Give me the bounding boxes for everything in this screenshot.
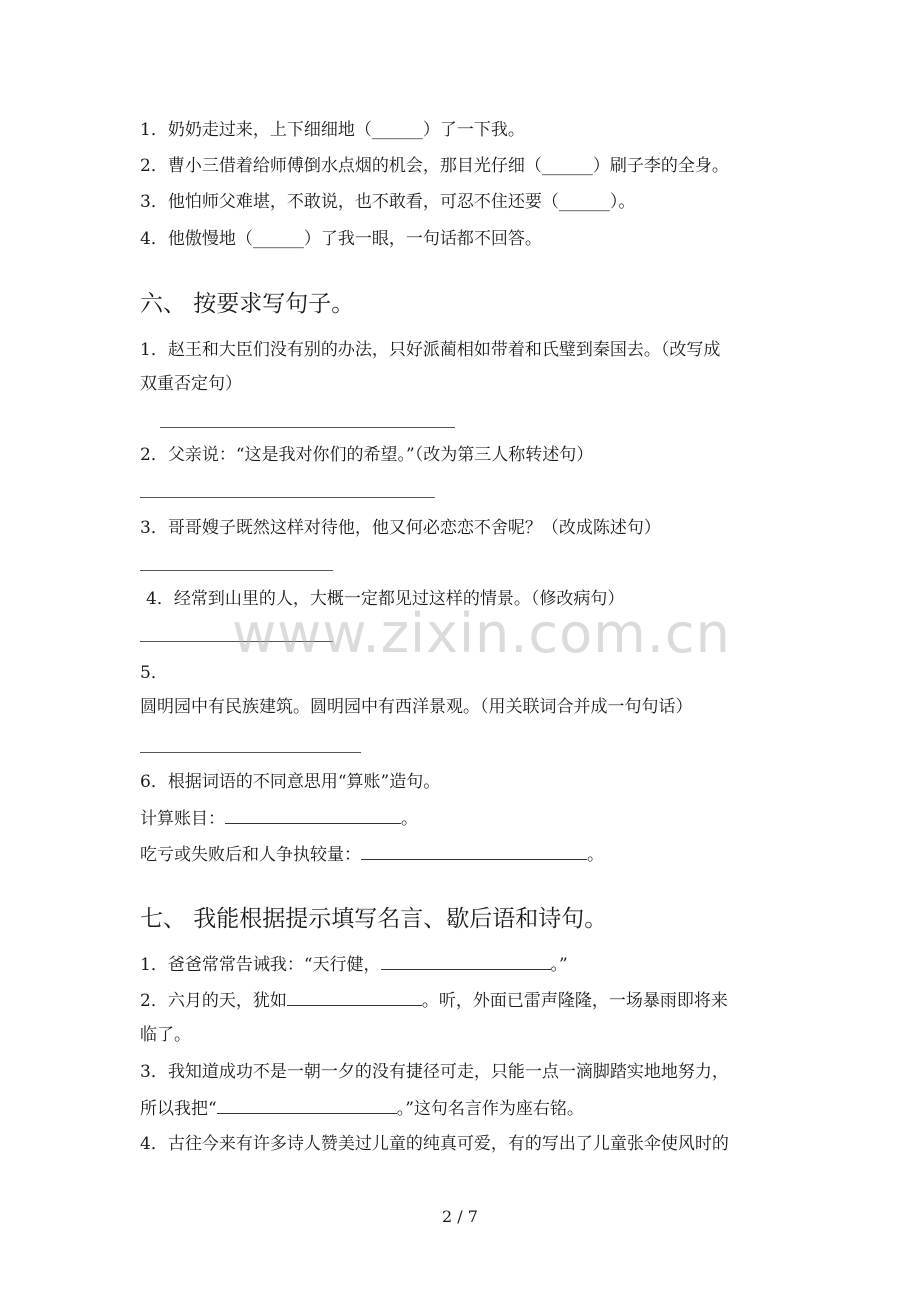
s7q2-text: 2．六月的天，犹如 xyxy=(140,991,287,1011)
s7q3-text: 所以我把“ xyxy=(140,1099,217,1119)
section6-q1-line2: 双重否定句） xyxy=(140,374,242,394)
answer-line-q3[interactable] xyxy=(140,570,333,571)
q6b-blank[interactable] xyxy=(361,842,587,860)
section7-q3-line2 xyxy=(140,1096,584,1121)
section7-heading: 七、 我能根据提示填写名言、歇后语和诗句。 xyxy=(140,906,608,932)
section6-q2: 2．父亲说：“这是我对你们的希望。”（改为第三人称转述句） xyxy=(140,445,594,465)
part5-item-1: 1．奶奶走过来，上下细细地（______）了一下我。 xyxy=(140,120,525,140)
section6-q1-line1: 1．赵王和大臣们没有别的办法，只好派蔺相如带着和氏璧到秦国去。（改写成 xyxy=(140,340,721,360)
section7-q2-line2: 临了。 xyxy=(140,1025,191,1045)
q6b-label: 吃亏或失败后和人争执较量： xyxy=(140,845,361,865)
part5-item-3: 3．他怕师父难堪，不敢说，也不敢看，可忍不住还要（______）。 xyxy=(140,192,636,212)
s7q2-rest: 。听，外面已雷声隆隆，一场暴雨即将来 xyxy=(421,991,728,1011)
q6a-label: 计算账目： xyxy=(140,809,225,829)
section7-q4-line1: 4．古往今来有许多诗人赞美过儿童的纯真可爱，有的写出了儿童张伞使风时的 xyxy=(140,1134,729,1154)
q6b-end: 。 xyxy=(587,845,604,865)
s7q1-blank[interactable] xyxy=(381,952,551,970)
s7q2-blank[interactable] xyxy=(287,988,422,1006)
part5-item-2: 2．曹小三借着给师傅倒水点烟的机会，那目光仔细（______）刷子李的全身。 xyxy=(140,156,729,176)
answer-line-q5[interactable] xyxy=(140,752,361,753)
section6-q5-text: 圆明园中有民族建筑。圆明园中有西洋景观。（用关联词合并成一句句话） xyxy=(140,697,693,717)
s7q1-end: 。” xyxy=(550,955,568,975)
watermark: www.zixin.com.cn xyxy=(232,602,731,665)
q6a-blank[interactable] xyxy=(225,806,401,824)
section6-heading: 六、 按要求写句子。 xyxy=(140,291,355,317)
section6-q6: 6．根据词语的不同意思用“算账”造句。 xyxy=(140,772,441,792)
section7-q3-line1: 3．我知道成功不是一朝一夕的没有捷径可走，只能一点一滴脚踏实地地努力， xyxy=(140,1062,729,1082)
s7q3-blank[interactable] xyxy=(217,1096,397,1114)
section6-q4: 4．经常到山里的人，大概一定都见过这样的情景。（修改病句） xyxy=(146,589,625,609)
answer-line-q1[interactable] xyxy=(160,427,455,428)
s7q1-text: 1．爸爸常常告诫我：“天行健， xyxy=(140,955,381,975)
part5-item-4: 4．他傲慢地（______）了我一眼，一句话都不回答。 xyxy=(140,229,542,249)
section6-q5-number: 5． xyxy=(140,663,168,683)
q6a-end: 。 xyxy=(401,809,418,829)
s7q3-rest: 。”这句名言作为座右铭。 xyxy=(396,1099,584,1119)
page-number: 2 / 7 xyxy=(442,1207,478,1226)
section7-q1 xyxy=(140,952,568,977)
section7-q2 xyxy=(140,988,728,1013)
answer-line-q2[interactable] xyxy=(140,497,435,498)
section6-q6b xyxy=(140,842,604,867)
section6-q3: 3．哥哥嫂子既然这样对待他，他又何必恋恋不舍呢？（改成陈述句） xyxy=(140,518,661,538)
section6-q6a xyxy=(140,806,418,831)
